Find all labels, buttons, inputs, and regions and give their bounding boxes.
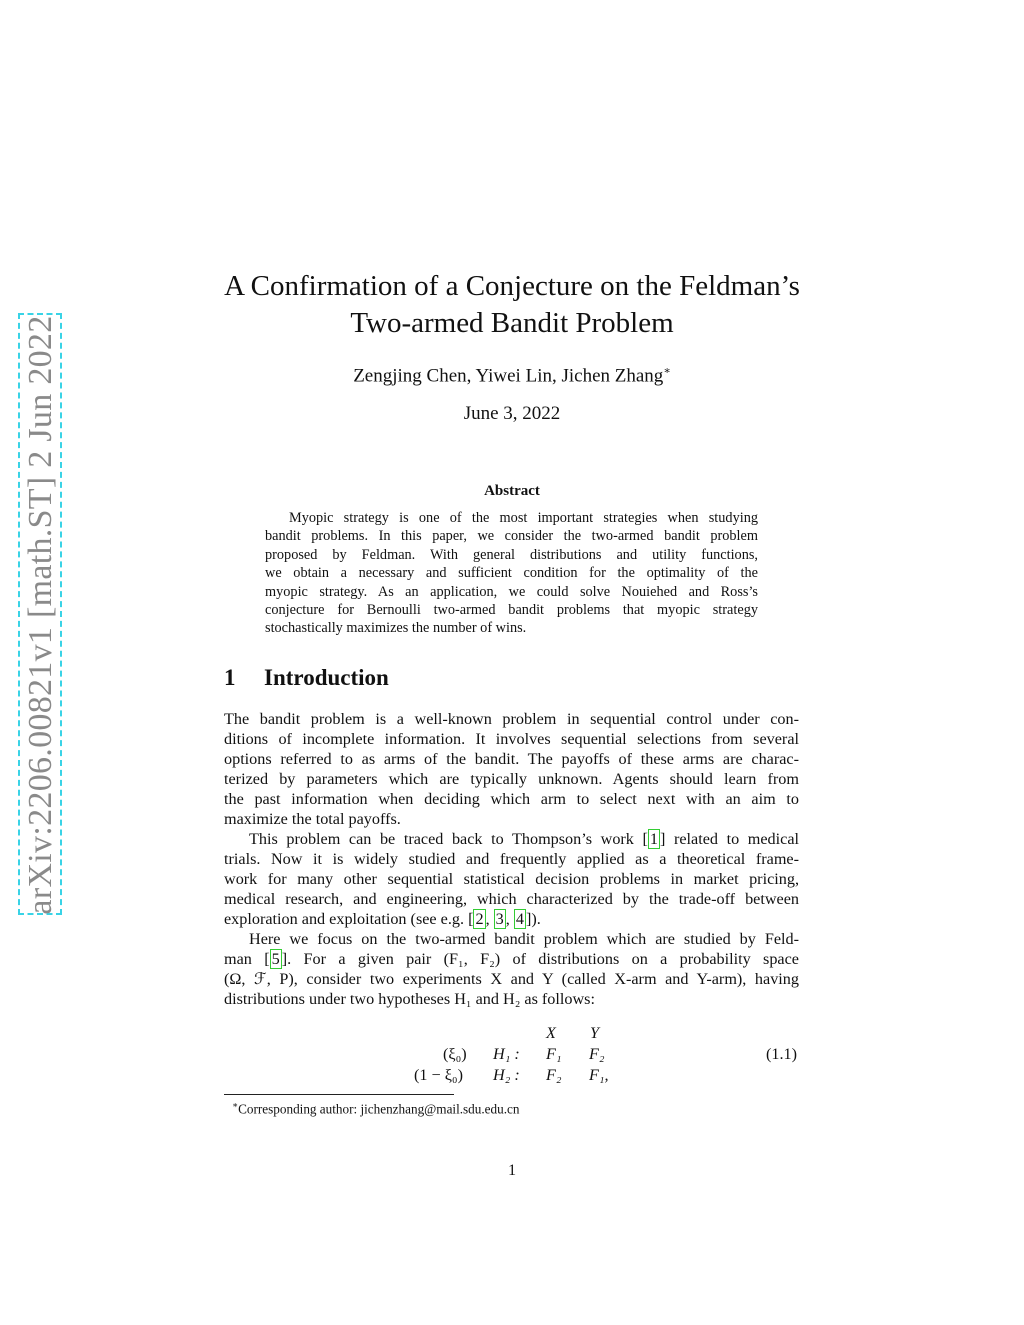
equation-number: (1.1): [766, 1045, 798, 1063]
display-hypothesis: H₂ :: [493, 1066, 520, 1084]
text-line: distributions under two hypotheses H₁ and H₂ as follows:: [224, 990, 595, 1008]
text-line: (Ω, ℱ, P), consider two experiments X and Y (called X-arm and Y-arm), having: [224, 970, 799, 988]
text-line: The bandit problem is a well-known problem in sequential control under con-: [224, 710, 799, 728]
arxiv-stamp-frame: [18, 313, 62, 915]
abstract-line: proposed by Feldman. With general distributions and utility functions,: [265, 546, 758, 563]
text-line: trials. Now it is widely studied and frequently applied as a theoretical frame-: [224, 850, 799, 868]
page-number: 1: [507, 1161, 517, 1179]
text-span: . For a given pair (F₁, F₂) of distributions on a probability space: [287, 950, 799, 968]
text-span: related to medical: [665, 830, 800, 848]
text-span: man: [224, 950, 265, 968]
citation-link[interactable]: 3: [495, 910, 504, 928]
abstract-heading: Abstract: [484, 483, 540, 499]
title-line-1: A Confirmation of a Conjecture on the Feldman’s: [224, 270, 800, 302]
display-cell: F₁: [546, 1045, 562, 1063]
paragraph-3: [224, 929, 799, 1009]
arxiv-stamp: arXiv:2206.00821v1 [math.ST] 2 Jun 2022: [22, 315, 59, 915]
text-line: Here we focus on the two-armed bandit problem which are studied by Feld-: [249, 930, 799, 948]
citation-link[interactable]: 4: [515, 910, 524, 928]
text-line: maximize the total payoffs.: [224, 810, 401, 828]
title-line-2: Two-armed Bandit Problem: [350, 307, 674, 339]
abstract-line: stochastically maximizes the number of wins.: [265, 620, 527, 637]
paper-date: June 3, 2022: [463, 403, 561, 424]
text-line: exploration and exploitation (see e.g. [ 2 , 3 , 4 ]).: [224, 910, 541, 928]
text-line: ditions of incomplete information. It involves sequential selections from several: [224, 730, 799, 748]
display-prior: (1 − ξ₀): [414, 1066, 463, 1084]
text-line: terized by parameters which are typically unknown. Agents should learn from: [224, 770, 799, 788]
text-line: medical research, and engineering, which characterized by the trade-off between: [224, 890, 799, 908]
paper-title: [200, 268, 824, 342]
abstract-line: bandit problems. In this paper, we consider the two-armed bandit problem: [265, 528, 758, 545]
citation-link[interactable]: 5: [271, 950, 280, 968]
text-line: man [ 5 ]. For a given pair (F₁, F₂) of distributions on a probability space: [224, 950, 799, 968]
author-footnote-mark: ∗: [663, 365, 671, 377]
section-heading: [224, 665, 389, 691]
section-number: 1: [224, 665, 236, 690]
display-cell: F₁,: [589, 1066, 609, 1084]
text-line: work for many other sequential statistical decision problems in market pricing,: [224, 870, 799, 888]
author-names: Zengjing Chen, Yiwei Lin, Jichen Zhang: [353, 365, 664, 387]
abstract-line: myopic strategy. As an application, we could solve Nouiehed and Ross’s: [265, 583, 758, 600]
citation-link[interactable]: 1: [649, 830, 658, 848]
display-cell: F₂: [589, 1045, 605, 1063]
display-header-y: Y: [590, 1024, 600, 1042]
abstract-body: [265, 509, 758, 638]
footnote-rule: [224, 1094, 454, 1095]
footnote-text: Corresponding author: jichenzhang@mail.sdu.edu.cn: [238, 1101, 520, 1117]
text-span: ).: [531, 910, 541, 928]
text-line: options referred to as arms of the bandit. The payoffs of these arms are charac-: [224, 750, 799, 768]
text-line: This problem can be traced back to Thompson’s work [ 1 ] related to medical: [249, 830, 800, 848]
display-hypothesis: H₁ :: [493, 1045, 520, 1063]
display-prior: (ξ₀): [443, 1045, 467, 1063]
authors: [224, 364, 800, 387]
display-cell: F₂: [546, 1066, 562, 1084]
citation-link[interactable]: 2: [475, 910, 484, 928]
text-line: the past information when deciding which arm to select next with an aim to: [224, 790, 799, 808]
section-title: Introduction: [264, 665, 389, 690]
paragraph-1: [224, 709, 799, 829]
abstract-line: we obtain a necessary and sufficient condition for the optimality of the: [265, 565, 758, 582]
display-header-x: X: [546, 1024, 556, 1042]
text-span: This problem can be traced back to Thompson’s work: [249, 830, 643, 848]
footnote: [232, 1100, 519, 1117]
text-span: exploration and exploitation (see e.g.: [224, 910, 469, 928]
paragraph-2: [224, 829, 799, 929]
footnote-mark: ∗: [232, 1100, 239, 1110]
abstract-line: Myopic strategy is one of the most important strategies when studying: [289, 510, 758, 526]
abstract-line: conjecture for Bernoulli two-armed bandit problems that myopic strategy: [265, 602, 758, 619]
